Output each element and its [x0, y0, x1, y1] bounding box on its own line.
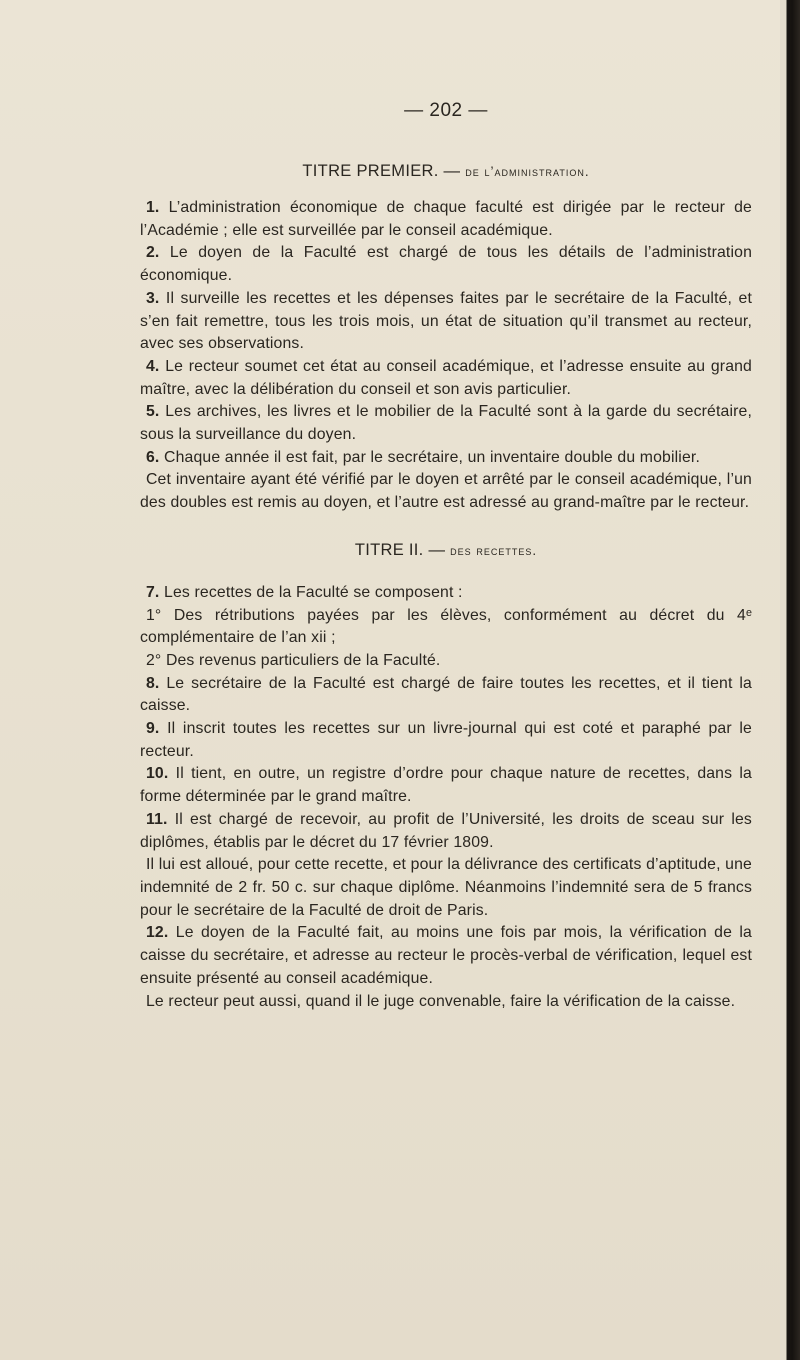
- article-number: 5.: [146, 403, 160, 421]
- binding-edge: [780, 0, 800, 1360]
- title-premier-subtitle: de l’administration.: [465, 164, 590, 179]
- title-premier-main: TITRE PREMIER.: [302, 162, 439, 180]
- article-12: [140, 922, 752, 990]
- article-4: [140, 356, 752, 401]
- article-number: 3.: [146, 289, 160, 307]
- article-text: L’administration économique de chaque faculté est dirigée par le recteur de l’Académie ; elle est surveillée par le conseil académique.: [140, 199, 752, 239]
- paragraph-final: Le recteur peut aussi, quand il le juge convenable, faire la vérification de la caisse.: [146, 992, 736, 1010]
- article-10: [140, 763, 752, 808]
- title-premier-dash: —: [443, 162, 461, 180]
- paragraph-inventaire: Cet inventaire ayant été vérifié par le doyen et arrêté par le conseil académique, l’un des doubles est remis au doyen, et l’autre est adressé au grand-maître par le recteur.: [140, 471, 752, 512]
- article-number: 6.: [146, 448, 160, 466]
- title-premier: [140, 162, 752, 181]
- article-text: Le secrétaire de la Faculté est chargé de faire toutes les recettes, et il tient la caisse.: [140, 674, 752, 715]
- article-number: 8.: [146, 674, 160, 692]
- article-text: Il est chargé de recevoir, au profit de l’Université, les droits de sceau sur les diplômes, établis par le décret du 17 février 1809.: [140, 810, 752, 851]
- article-7: [140, 582, 752, 605]
- article-text: Il surveille les recettes et les dépenses faites par le secrétaire de la Faculté, et s’en fait remettre, tous les trois mois, un état de situation qu’il transmet au recteur, avec ses observations.: [140, 289, 752, 353]
- article-number: 1.: [146, 199, 160, 216]
- list-item-2: 2° Des revenus particuliers de la Faculté.: [146, 651, 441, 669]
- article-text: Il inscrit toutes les recettes sur un livre-journal qui est coté et paraphé par le recteur.: [140, 720, 752, 760]
- article-text: Le doyen de la Faculté fait, au moins une fois par mois, la vérification de la caisse du secrétaire, et adresse au recteur le procès-verbal de vérification, lequel est ensuite présenté au conseil académique.: [140, 924, 752, 987]
- article-text: Il tient, en outre, un registre d’ordre pour chaque nature de recettes, dans la forme déterminée par le grand maître.: [140, 765, 752, 806]
- paragraph-indemnite: Il lui est alloué, pour cette recette, et pour la délivrance des certificats d’aptitude, une indemnité de 2 fr. 50 c. sur chaque diplôme. Néanmoins l’indemnité sera de 5 francs pour le secrétaire de la Faculté de droit de Paris.: [140, 856, 752, 919]
- article-number: 9.: [146, 720, 160, 738]
- title-ii-main: TITRE II.: [354, 540, 424, 559]
- article-11: [140, 809, 752, 854]
- article-number: 4.: [146, 357, 160, 375]
- article-9: [140, 718, 752, 763]
- article-text: Le doyen de la Faculté est chargé de tous les détails de l’administration économique.: [140, 244, 753, 285]
- article-3: [140, 288, 752, 356]
- title-ii-dash: —: [428, 540, 446, 559]
- article-number: 2.: [146, 244, 160, 262]
- text-block: [140, 100, 752, 1013]
- article-2: [140, 242, 752, 287]
- article-8: [140, 673, 752, 718]
- article-number: 11.: [146, 810, 168, 828]
- article-number: 10.: [146, 765, 169, 783]
- title-ii-subtitle: des recettes.: [450, 542, 538, 558]
- article-text: Chaque année il est fait, par le secrétaire, un inventaire double du mobilier.: [164, 448, 700, 466]
- article-number: 7.: [146, 583, 160, 601]
- page-number: — 202 —: [404, 100, 488, 121]
- list-item-1: 1° Des rétributions payées par les élèves, conformément au décret du 4ᵉ complémentaire de l’an xii ;: [140, 606, 752, 647]
- article-text: Les archives, les livres et le mobilier de la Faculté sont à la garde du secrétaire, sous la surveillance du doyen.: [140, 403, 752, 444]
- article-number: 12.: [146, 924, 169, 942]
- article-text: Le recteur soumet cet état au conseil académique, et l’adresse ensuite au grand maître, avec la délibération du conseil et son avis particulier.: [140, 357, 752, 398]
- title-ii: [140, 541, 752, 560]
- article-1: [140, 197, 752, 242]
- article-6: [140, 447, 752, 470]
- article-5: [140, 401, 752, 446]
- article-text: Les recettes de la Faculté se composent :: [164, 583, 463, 601]
